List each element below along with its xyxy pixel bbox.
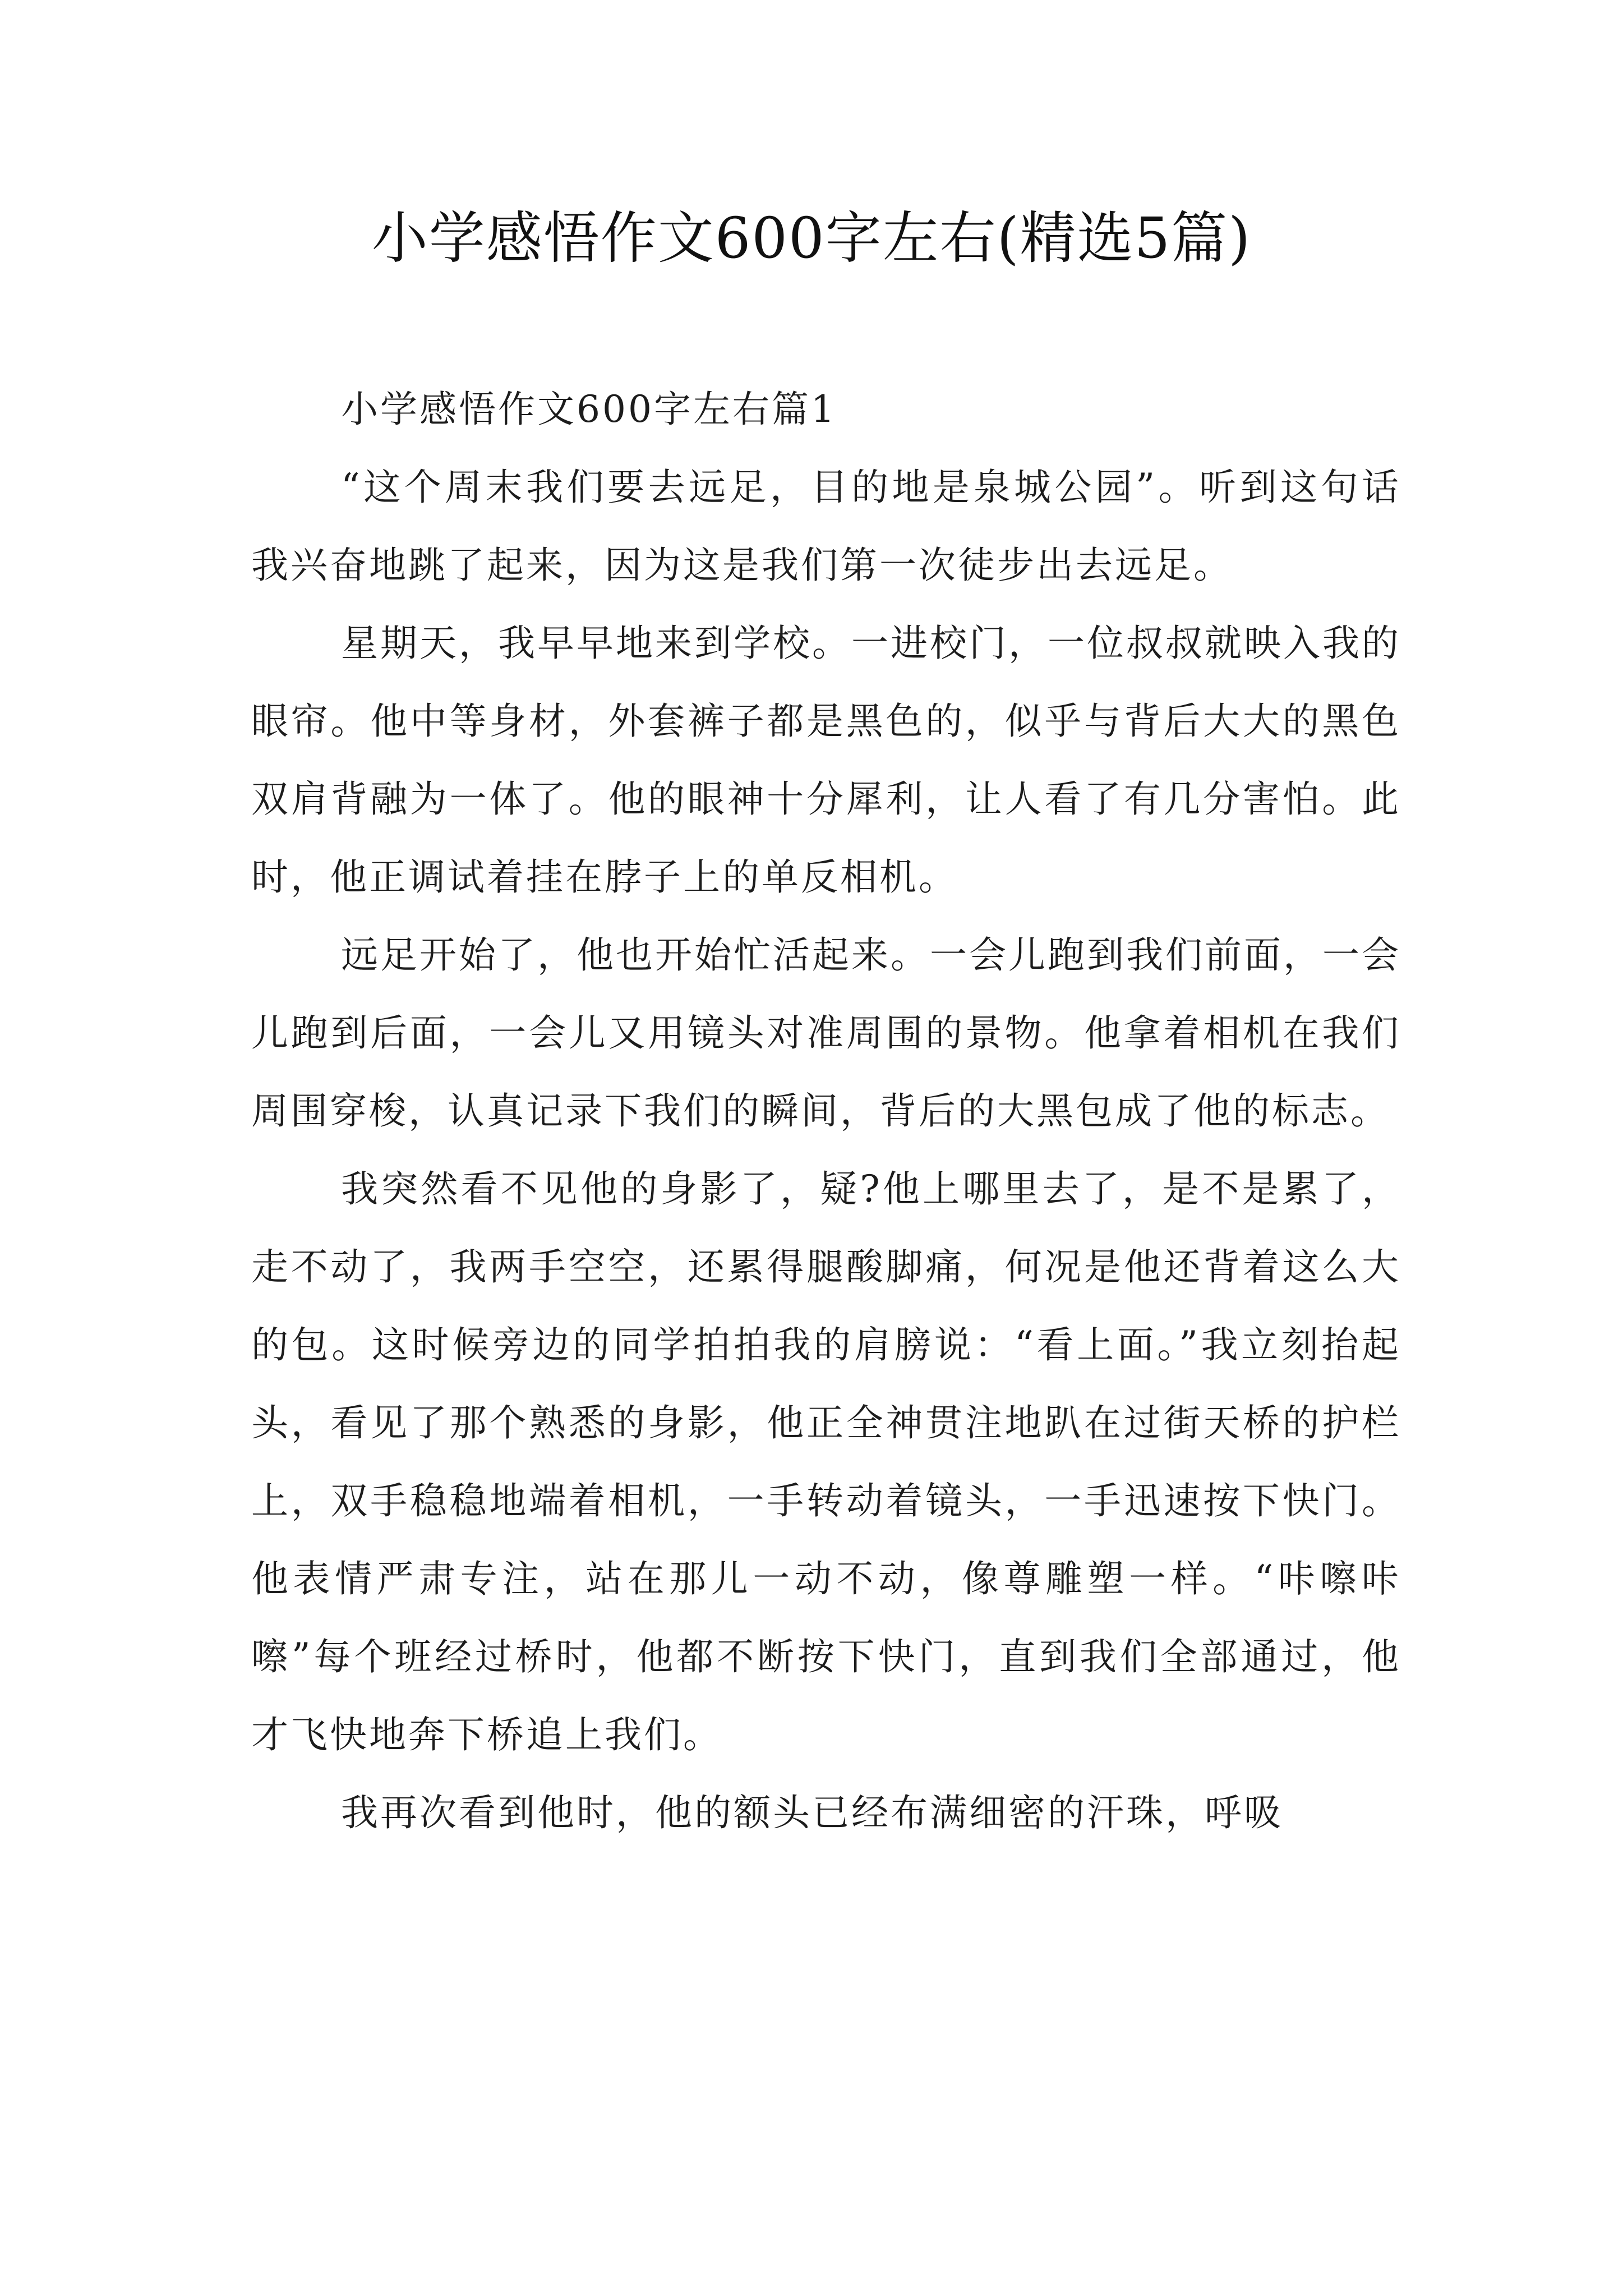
paragraph-5: 我再次看到他时，他的额头已经布满细密的汗珠，呼吸 [341, 1791, 1283, 1834]
paragraph-1: “这个周末我们要去远足，目的地是泉城公园”。听到这句话我兴奋地跳了起来，因为这是我们第一次徒步出去远足。 [251, 466, 1401, 587]
document-title: 小学感悟作文600字左右(精选5篇) [371, 205, 1252, 271]
paragraph-3: 远足开始了，他也开始忙活起来。一会儿跑到我们前面，一会儿跑到后面，一会儿又用镜头对准周围的景物。他拿着相机在我们周围穿梭，认真记录下我们的瞬间，背后的大黑包成了他的标志。 [251, 933, 1401, 1133]
document-body [251, 370, 1401, 1852]
paragraph-2: 星期天，我早早地来到学校。一进校门，一位叔叔就映入我的眼帘。他中等身材，外套裤子都是黑色的，似乎与背后大大的黑色双肩背融为一体了。他的眼神十分犀利，让人看了有几分害怕。此时，他正调试着挂在脖子上的单反相机。 [251, 622, 1401, 899]
section-heading: 小学感悟作文600字左右篇1 [341, 388, 837, 431]
paragraph-4: 我突然看不见他的身影了，疑?他上哪里去了，是不是累了，走不动了，我两手空空，还累得腿酸脚痛，何况是他还背着这么大的包。这时候旁边的同学拍拍我的肩膀说：“看上面。”我立刻抬起头，看见了那个熟悉的身影，他正全神贯注地趴在过街天桥的护栏上，双手稳稳地端着相机，一手转动着镜头，一手迅速按下快门。他表情严肃专注，站在那儿一动不动，像尊雕塑一样。“咔嚓咔嚓”每个班经过桥时，他都不断按下快门，直到我们全部通过，他才飞快地奔下桥追上我们。 [251, 1167, 1401, 1756]
